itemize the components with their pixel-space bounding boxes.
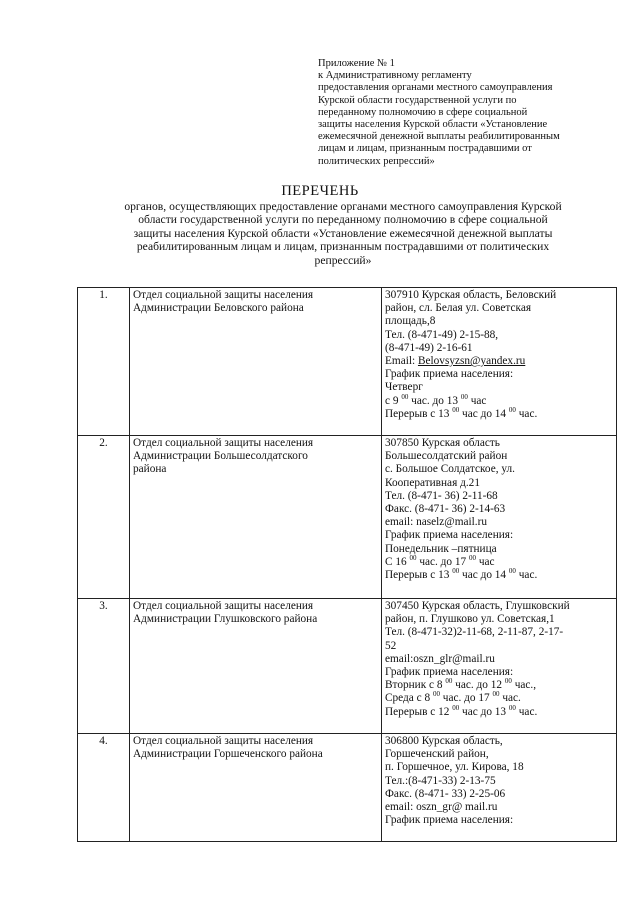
row-number: 2. <box>78 436 130 599</box>
contact-cell <box>382 734 617 842</box>
appendix-line: предоставления органами местного самоуправления <box>318 82 553 94</box>
table-row <box>78 288 617 436</box>
appendix-line: к Административному регламенту <box>318 70 472 82</box>
addr-line: Тел.:(8-471-33) 2-13-75 <box>385 774 496 787</box>
minutes-sup: 00 <box>409 554 417 563</box>
addr-line: Кооперативная д.21 <box>385 476 480 489</box>
email-label: email: <box>385 652 414 665</box>
document-title: ПЕРЕЧЕНЬ <box>281 183 359 199</box>
hours-unit: час <box>470 394 487 407</box>
org-line: района <box>133 463 167 476</box>
addr-line: Горшеченский район, <box>385 748 489 761</box>
hours-to: час. до 17 <box>442 692 490 705</box>
email-link[interactable]: oszn_gr@ mail.ru <box>416 801 498 814</box>
addr-line: район, сл. Белая ул. Советская <box>385 302 532 315</box>
addr-line: площадь,8 <box>385 315 436 328</box>
email-link[interactable]: naselz@mail.ru <box>416 516 488 529</box>
minutes-sup: 00 <box>452 567 460 576</box>
organization-cell <box>130 288 382 436</box>
email-label: email: <box>385 801 417 814</box>
addr-line: 307910 Курская область, Беловский <box>385 289 557 301</box>
table-row <box>78 599 617 734</box>
appendix-line: лицам и лицам, признанным пострадавшими от <box>318 143 532 155</box>
contact-cell <box>382 436 617 599</box>
org-line: Отдел социальной защиты населения <box>133 289 314 301</box>
org-line: Администрации Большесолдатского <box>133 450 308 463</box>
org-line: Отдел социальной защиты населения <box>133 600 314 612</box>
appendix-line: переданному полномочию в сфере социальной <box>318 106 528 118</box>
break-hours <box>385 569 613 582</box>
org-line: Отдел социальной защиты населения <box>133 735 314 747</box>
subtitle-line: реабилитированным лицам и лицам, признанным пострадавшими от политических <box>136 240 550 254</box>
contact-cell <box>382 599 617 734</box>
email-link[interactable]: Belovsyzsn@yandex.ru <box>417 355 526 368</box>
hours-from: С 16 <box>385 555 407 568</box>
break-unit: час. <box>518 407 538 420</box>
minutes-sup: 00 <box>469 554 477 563</box>
hours-unit: час. <box>502 692 521 705</box>
org-line: Отдел социальной защиты населения <box>133 437 314 449</box>
schedule-label: График приема населения: <box>385 368 514 381</box>
addr-line: п. Горшечное, ул. Кирова, 18 <box>385 761 524 774</box>
hours-unit: час <box>478 555 495 568</box>
row-number: 3. <box>78 599 130 734</box>
minutes-sup: 00 <box>452 406 460 415</box>
schedule-days: Четверг <box>385 381 423 394</box>
break-unit: час. <box>518 705 538 718</box>
table-row <box>78 436 617 599</box>
row-number: 1. <box>78 288 130 436</box>
document-subtitle <box>88 200 598 267</box>
break-unit: час. <box>518 569 538 582</box>
organization-cell <box>130 436 382 599</box>
break-to: час до 14 <box>462 407 507 420</box>
hours-to: час. до 12 <box>455 679 503 692</box>
hours-from: с 9 <box>385 394 399 407</box>
hours-to: час. до 13 <box>411 394 459 407</box>
addr-line: Тел. (8-471-49) 2-15-88, <box>385 328 499 341</box>
break-from: Перерыв с 13 <box>385 569 450 582</box>
email-line <box>385 355 613 368</box>
appendix-line: Приложение № 1 <box>318 58 395 69</box>
schedule-hours <box>385 692 613 705</box>
hours-from: Среда с 8 <box>385 692 431 705</box>
subtitle-line: защиты населения Курской области «Установление ежемесячной денежной выплаты <box>133 226 553 240</box>
addr-line: (8-471-49) 2-16-61 <box>385 341 473 354</box>
minutes-sup: 00 <box>452 703 460 712</box>
email-line <box>385 801 613 814</box>
org-line: Администрации Горшеченского района <box>133 748 323 761</box>
schedule-label: График приема населения: <box>385 814 514 827</box>
minutes-sup: 00 <box>445 677 453 686</box>
appendix-line: Курской области государственной услуги по <box>318 94 517 106</box>
appendix-line: защиты населения Курской области «Установление <box>318 119 548 131</box>
addr-line: Тел. (8-471-32)2-11-68, 2-11-87, 2-17- <box>385 626 564 639</box>
schedule-label: График приема населения: <box>385 529 514 542</box>
org-line: Администрации Глушковского района <box>133 613 318 626</box>
addr-line: Факс. (8-471- 33) 2-25-06 <box>385 787 506 800</box>
subtitle-line: репрессий» <box>314 253 372 267</box>
addr-line: 307850 Курская область <box>385 437 500 449</box>
break-from: Перерыв с 13 <box>385 407 450 420</box>
schedule-hours <box>385 392 613 408</box>
minutes-sup: 00 <box>508 703 516 712</box>
email-link[interactable]: oszn_glr@mail.ru <box>413 652 495 665</box>
appendix-line: ежемесячной денежной выплаты реабилитированным <box>318 131 560 143</box>
schedule-label: График приема населения: <box>385 666 514 679</box>
minutes-sup: 00 <box>508 567 516 576</box>
schedule-hours <box>385 556 613 569</box>
addr-line: Факс. (8-471- 36) 2-14-63 <box>385 503 506 516</box>
break-hours <box>385 703 613 719</box>
addr-line: с. Большое Солдатское, ул. <box>385 463 515 476</box>
subtitle-line: органов, осуществляющих предоставление органами местного самоуправления Курской <box>124 200 562 213</box>
minutes-sup: 00 <box>508 406 516 415</box>
minutes-sup: 00 <box>492 690 500 699</box>
appendix-header <box>318 58 603 168</box>
hours-unit: час., <box>514 679 537 692</box>
subtitle-line: области государственной услуги по переданному полномочию в сфере социальной <box>138 213 548 227</box>
addr-line: Тел. (8-471- 36) 2-11-68 <box>385 489 498 502</box>
contact-cell <box>382 288 617 436</box>
hours-from: Вторник с 8 <box>385 679 443 692</box>
addr-line: район, п. Глушково ул. Советская,1 <box>385 613 555 626</box>
addr-line: 52 <box>385 639 397 652</box>
addr-line: 306800 Курская область, <box>385 735 503 747</box>
break-from: Перерыв с 12 <box>385 705 450 718</box>
addr-line: Большесолдатский район <box>385 450 508 463</box>
minutes-sup: 00 <box>504 677 512 686</box>
hours-to: час. до 17 <box>419 555 467 568</box>
appendix-line: политических репрессий» <box>318 155 435 167</box>
row-number: 4. <box>78 734 130 842</box>
break-to: час до 14 <box>462 569 507 582</box>
organizations-table <box>77 287 617 842</box>
org-line: Администрации Беловского района <box>133 302 304 315</box>
minutes-sup: 00 <box>432 690 440 699</box>
minutes-sup: 00 <box>460 392 468 401</box>
email-line <box>385 516 613 529</box>
addr-line: 307450 Курская область, Глушковский <box>385 600 570 612</box>
table-row <box>78 734 617 842</box>
break-hours <box>385 408 613 421</box>
minutes-sup: 00 <box>401 392 409 401</box>
break-to: час до 13 <box>462 705 507 718</box>
organization-cell <box>130 599 382 734</box>
schedule-days: Понедельник –пятница <box>385 542 497 555</box>
email-label: email: <box>385 516 417 529</box>
email-line <box>385 653 613 666</box>
email-label: Email: <box>385 355 418 368</box>
organization-cell <box>130 734 382 842</box>
